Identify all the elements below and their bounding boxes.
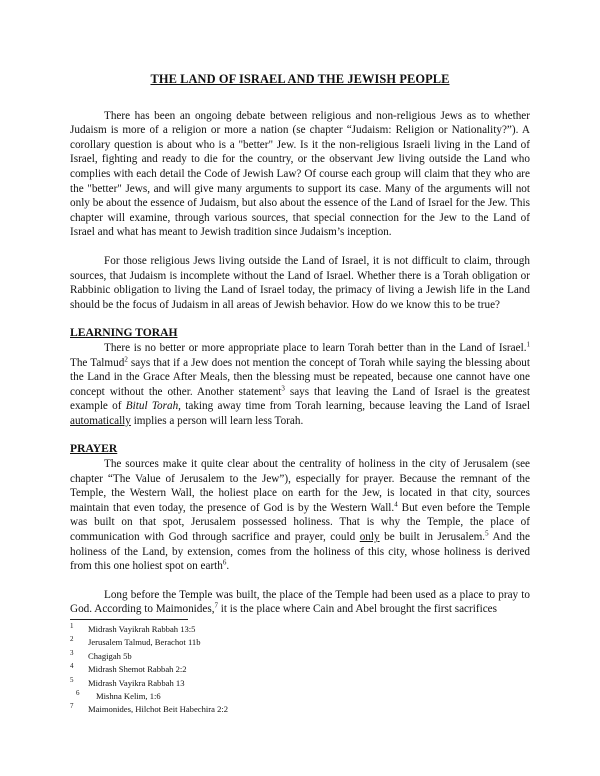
footnote-number: 2 (70, 635, 74, 644)
page-title: THE LAND OF ISRAEL AND THE JEWISH PEOPLE (150, 72, 450, 86)
footnote-ref-5: 5 (485, 529, 489, 538)
footnote-number: 3 (70, 648, 74, 657)
footnote-text: Mishna Kelim, 1:6 (96, 691, 161, 702)
footnote-item (70, 690, 530, 703)
section-heading-prayer: PRAYER (70, 442, 118, 456)
prayer-text-p2a: Long before the Temple was built, the place of the Temple had been used as a place to pray to God. According to Maimonides, (70, 588, 530, 616)
footnote-text: Jerusalem Talmud, Berachot 11b (88, 637, 201, 648)
footnote-text: Chagigah 5b (88, 650, 132, 661)
prayer-text-2a: But even before the Temple was built on that spot, Jerusalem possessed holiness. That is why the Temple, the place of communication with God through sacrifice and prayer, could (70, 501, 530, 544)
footnote-item (70, 703, 530, 716)
footnote-number: 7 (70, 702, 74, 711)
footnote-number: 1 (70, 622, 74, 630)
footnote-item (70, 663, 530, 676)
prayer-text-3: And the holiness of the Land, by extension, comes from the holiness of this city, whose holiness is derived from this one holiest spot on earth (70, 531, 530, 573)
footnote-text: Maimonides, Hilchot Beit Habechira 2:2 (88, 704, 229, 715)
footnote-ref-4: 4 (394, 500, 398, 509)
footnote-item (70, 623, 530, 636)
prayer-paragraph-2 (70, 588, 530, 617)
learning-text-3a: says that leaving the Land of Israel is the greatest example of (70, 385, 530, 413)
footnote-item (70, 650, 530, 663)
footnote-ref-6: 6 (222, 558, 227, 567)
learning-text-2b: says that if a Jew does not mention the concept of Torah while saying the blessing about the Land in the Grace After Meals, then the blessing must be repeated, because one cannot have one concept without the other. Another statement (70, 356, 530, 398)
footnote-number: 5 (70, 675, 74, 684)
automatically-emphasis: automatically (70, 414, 131, 427)
footnote-text: Midrash Vayikra Rabbah 13 (88, 677, 185, 688)
prayer-paragraph-1 (70, 457, 530, 574)
footnote-ref-1: 1 (526, 340, 530, 349)
section-heading-learning-torah: LEARNING TORAH (70, 326, 178, 340)
intro-paragraph-1: There has been an ongoing debate between religious and non-religious Jews as to whether Judaism is more of a religion or more a nation (se chapter “Judaism: Religion or Nationality?”). A corollary question is about who is a "better" Jew. Is it the non-religious Israeli living in the Land of Israel, fighting and ready to die for the country, or the observant Jew living outside the Land who complies with each detail the Code of Jewish Law? Of course each group will claim that they who are the "better" Jews, and will give many arguments to support its case. Many of the arguments will not only be about the essence of Judaism, but also about the essence of the Land of Israel for the Jew. This chapter will examine, through various sources, that special connection for the Jew to the Land of Israel and what has meant to Jewish tradition since Judaism’s inception. (70, 109, 530, 239)
intro-paragraph-2: For those religious Jews living outside the Land of Israel, it is not difficult to claim, through sources, that Judaism is incomplete without the Land of Israel. Whether there is a Torah obligation or Rabbinic obligation to living the Land of Israel today, the primacy of living a Jewish life in the Land should be the focus of Judaism in all areas of Jewish behavior. How do we know this to be true? (70, 254, 530, 311)
learning-torah-paragraph (70, 341, 530, 429)
footnote-item (70, 636, 530, 649)
footnote-item (70, 677, 530, 690)
footnote-number: 6 (76, 689, 80, 698)
prayer-text-3-end: . (226, 560, 230, 573)
footnote-text: Midrash Shemot Rabbah 2:2 (88, 664, 187, 675)
footnotes (70, 619, 530, 717)
footnote-ref-7: 7 (214, 601, 218, 610)
prayer-text-1: The sources make it quite clear about the centrality of holiness in the city of Jerusalem (see chapter “The Value of Jerusalem to the Jew”), especially for prayer. Because the remnant of the Temple, the Western Wall, the holiest place on earth for the Jew, is located in that city, sources maintain that even today, the presence of God is by the Western Wall. (70, 458, 530, 514)
bitul-torah-term: Bitul Torah (125, 400, 179, 413)
footnote-number: 4 (70, 662, 74, 671)
learning-text-1: There is no better or more appropriate place to learn Torah better than in the Land of Israel. (104, 341, 527, 354)
footnote-ref-3: 3 (281, 383, 285, 392)
footnote-ref-2: 2 (124, 354, 128, 363)
learning-text-3c: implies a person will learn less Torah. (130, 414, 304, 427)
learning-text-3b: , taking away time from Torah learning, because leaving the Land of Israel (178, 400, 530, 413)
learning-text-2a: The Talmud (70, 356, 125, 369)
prayer-text-p2b: it is the place where Cain and Abel brought the first sacrifices (218, 603, 497, 616)
footnote-text: Midrash Vayikrah Rabbah 13:5 (88, 624, 196, 634)
prayer-text-2b: be built in Jerusalem. (379, 531, 486, 544)
only-emphasis: only (359, 531, 380, 544)
